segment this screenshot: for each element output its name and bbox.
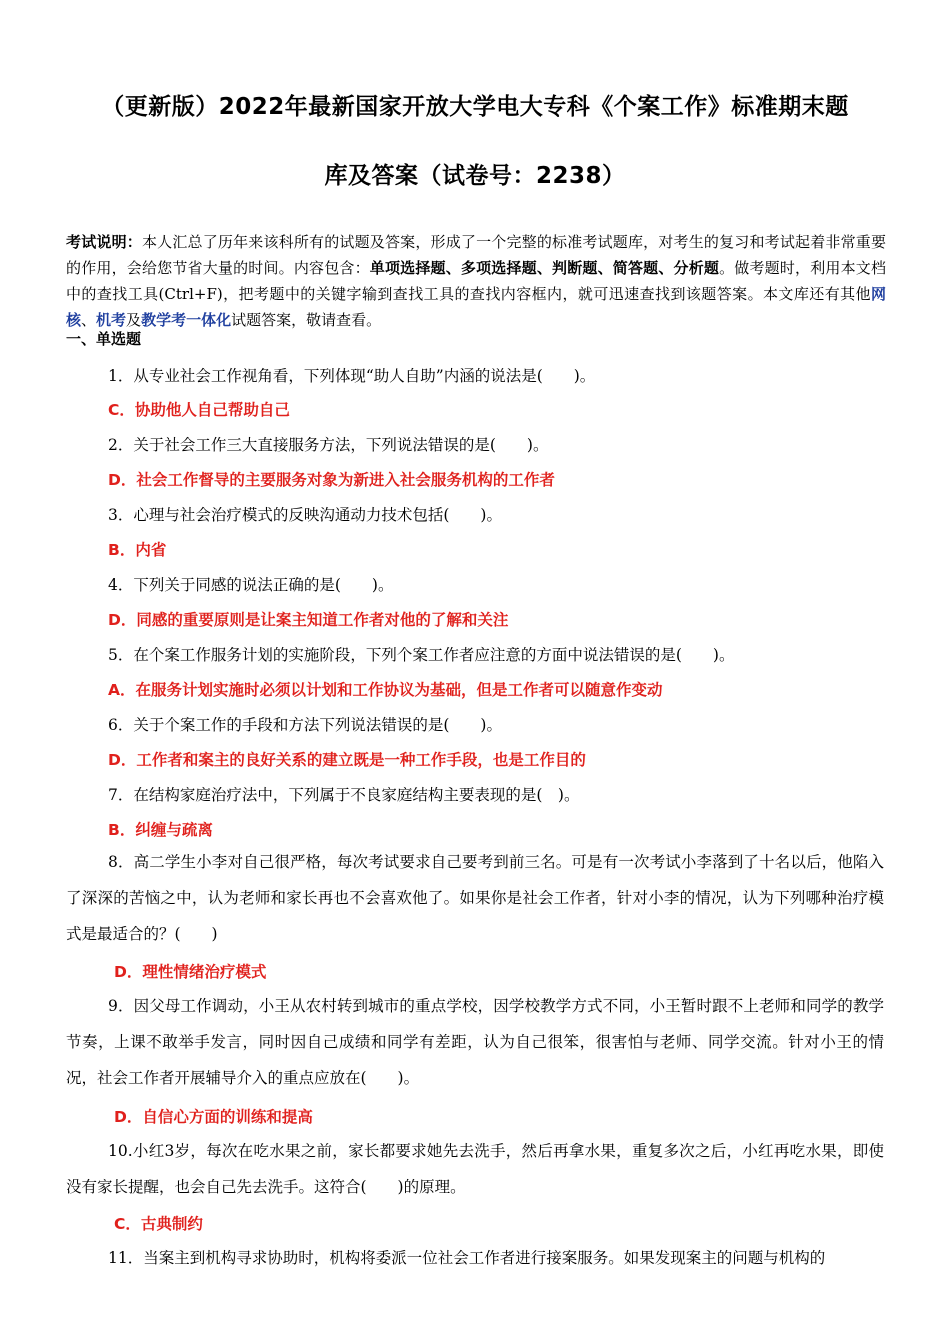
instructions-text-2: 。做考题时，利用本文档中的查找工具(Ctrl+F)，把考题中的关键字输到查找工具的查找内容框内，就可迅速查找到该题答案。本文库还有其他 bbox=[66, 259, 886, 303]
question-10: 10.小红3岁，每次在吃水果之前，家长都要求她先去洗手，然后再拿水果，重复多次之后，小红再吃水果，即使没有家长提醒，也会自己先去洗手。这符合( )的原理。 bbox=[66, 1142, 884, 1196]
answer-5: A．在服务计划实施时必须以计划和工作协议为基础，但是工作者可以随意作变动 bbox=[108, 681, 663, 699]
exam-instructions bbox=[66, 229, 886, 333]
answer-10: C．古典制约 bbox=[114, 1215, 203, 1233]
question-7: 7．在结构家庭治疗法中，下列属于不良家庭结构主要表现的是( )。 bbox=[108, 786, 580, 804]
instructions-text-3: 试题答案，敬请查看。 bbox=[231, 311, 382, 329]
question-types: 单项选择题、多项选择题、判断题、简答题、分析题 bbox=[369, 259, 720, 277]
question-8: 8．高二学生小李对自己很严格，每次考试要求自己要考到前三名。可是有一次考试小李落到了十名以后，他陷入了深深的苦恼之中，认为老师和家长再也不会喜欢他了。如果你是社会工作者，针对小李的情况，认为下列哪种治疗模式是最适合的？( ) bbox=[66, 853, 884, 943]
link-jiaoxuekao[interactable]: 教学考一体化 bbox=[141, 311, 232, 329]
link-wanghe[interactable]: 网核 bbox=[66, 285, 886, 329]
separator-1: 、 bbox=[81, 311, 97, 329]
answer-6: D．工作者和案主的良好关系的建立既是一种工作手段，也是工作目的 bbox=[108, 751, 586, 769]
document-title-line-1: （更新版）2022年最新国家开放大学电大专科《个案工作》标准期末题 bbox=[101, 94, 849, 120]
answer-1: C．协助他人自己帮助自己 bbox=[108, 401, 290, 419]
answer-4: D．同感的重要原则是让案主知道工作者对他的了解和关注 bbox=[108, 611, 509, 629]
question-9: 9．因父母工作调动，小王从农村转到城市的重点学校，因学校教学方式不同，小王暂时跟不上老师和同学的教学节奏，上课不敢举手发言，同时因自己成绩和同学有差距，认为自己很笨，很害怕与老师、同学交流。针对小王的情况，社会工作者开展辅导介入的重点应放在( )。 bbox=[66, 997, 884, 1087]
answer-3: B．内省 bbox=[108, 541, 167, 559]
separator-2: 及 bbox=[126, 311, 142, 329]
question-6: 6．关于个案工作的手段和方法下列说法错误的是( )。 bbox=[108, 716, 502, 734]
answer-9: D．自信心方面的训练和提高 bbox=[114, 1108, 313, 1126]
question-11: 11．当案主到机构寻求协助时，机构将委派一位社会工作者进行接案服务。如果发现案主的问题与机构的 bbox=[108, 1249, 826, 1267]
link-jikao[interactable]: 机考 bbox=[96, 311, 127, 329]
section-heading: 一、单选题 bbox=[66, 330, 142, 348]
question-5: 5．在个案工作服务计划的实施阶段，下列个案工作者应注意的方面中说法错误的是( )。 bbox=[108, 646, 735, 664]
question-2: 2．关于社会工作三大直接服务方法，下列说法错误的是( )。 bbox=[108, 436, 549, 454]
question-3: 3．心理与社会治疗模式的反映沟通动力技术包括( )。 bbox=[108, 506, 502, 524]
answer-7: B．纠缠与疏离 bbox=[108, 821, 213, 839]
answer-8: D．理性情绪治疗模式 bbox=[114, 963, 267, 981]
question-4: 4．下列关于同感的说法正确的是( )。 bbox=[108, 576, 394, 594]
document-title-line-2: 库及答案（试卷号：2238） bbox=[324, 163, 626, 189]
question-1: 1．从专业社会工作视角看，下列体现“助人自助”内涵的说法是( )。 bbox=[108, 367, 596, 385]
instructions-text-1: 本人汇总了历年来该科所有的试题及答案，形成了一个完整的标准考试题库，对考生的复习和考试起着非常重要的作用，会给您节省大量的时间。内容包含： bbox=[66, 233, 886, 277]
answer-2: D．社会工作督导的主要服务对象为新进入社会服务机构的工作者 bbox=[108, 471, 555, 489]
instructions-label: 考试说明： bbox=[66, 233, 142, 251]
